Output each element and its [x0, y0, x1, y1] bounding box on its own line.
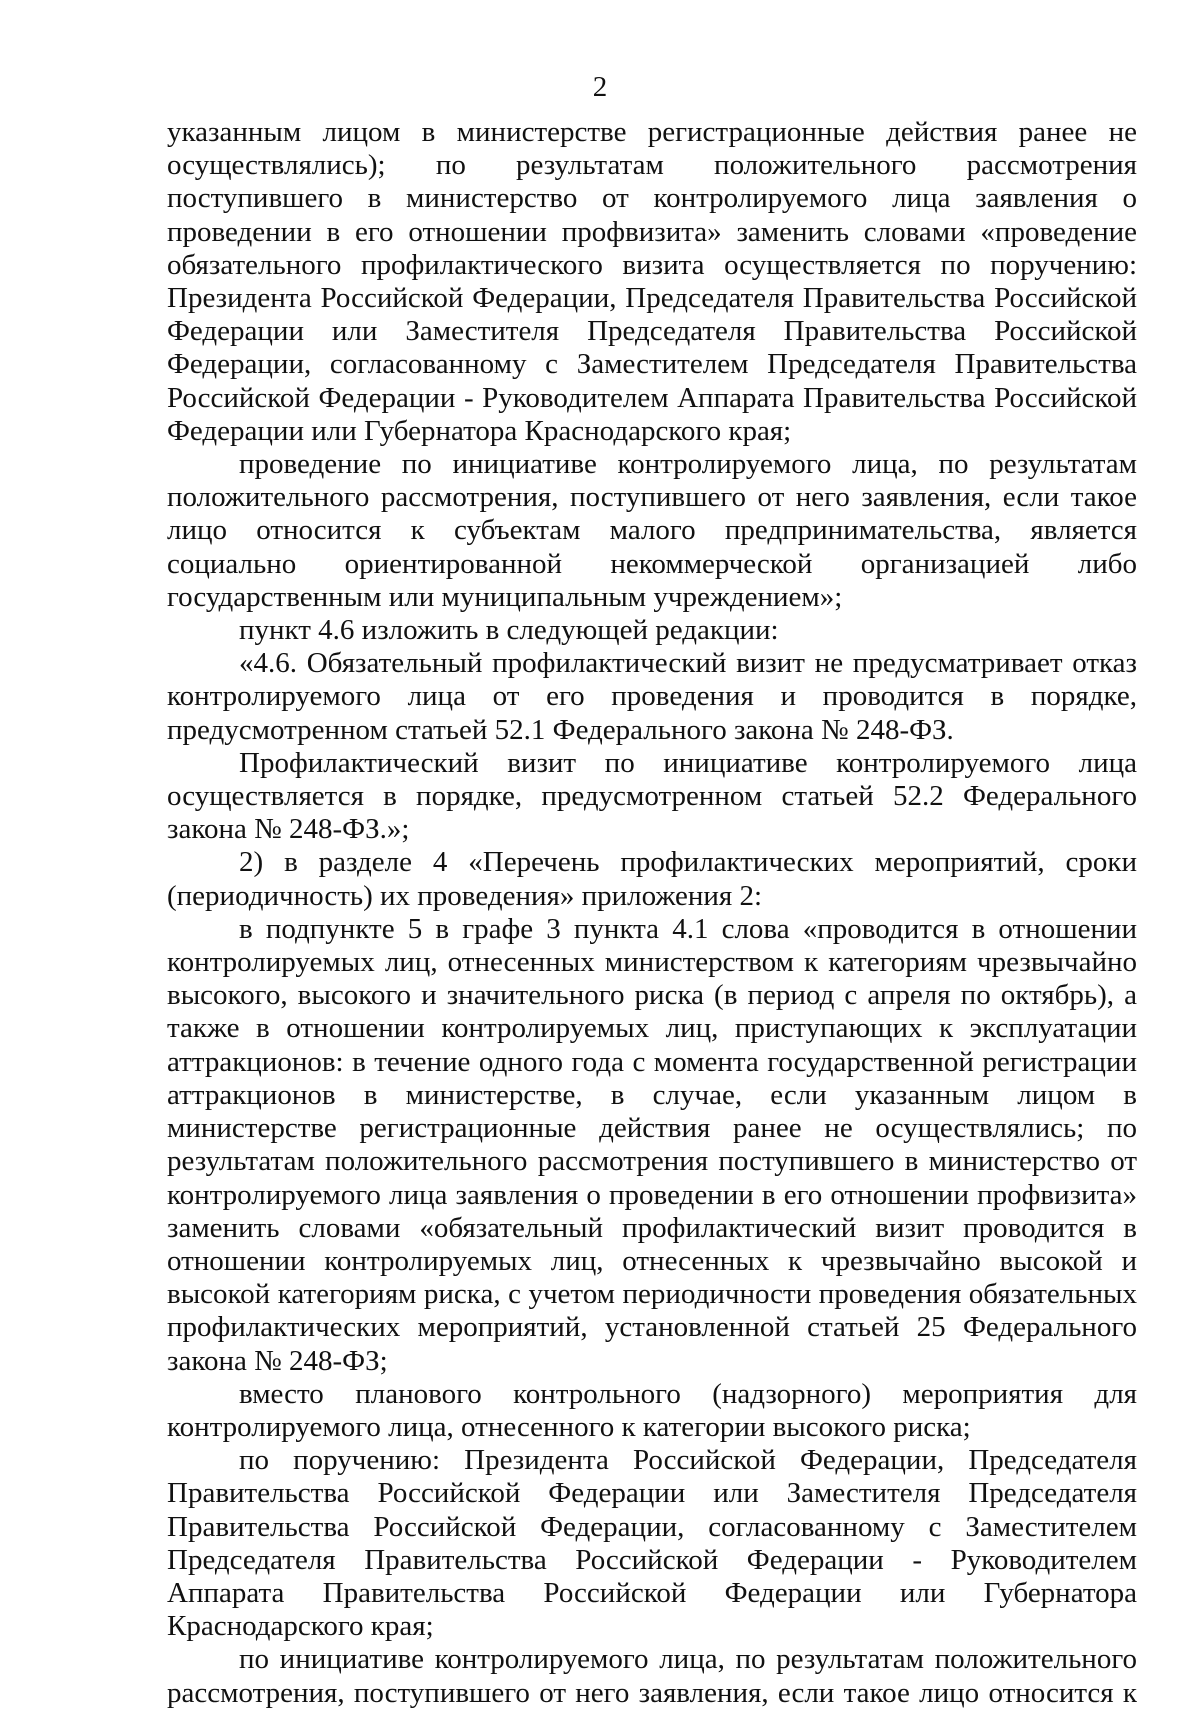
paragraph-9: по поручению: Президента Российской Федерации, Председателя Правительства Российской Федерации или Заместителя Председателя Правительства Российской Федерации, согласованному с Заместителем Председателя Правительства Российской Федерации - Руководителем Аппарата Правительства Российской Федерации или Губернатора Краснодарского края;: [167, 1444, 1137, 1643]
paragraph-6: 2) в разделе 4 «Перечень профилактических мероприятий, сроки (периодичность) их проведения» приложения 2:: [167, 846, 1137, 912]
paragraph-7: в подпункте 5 в графе 3 пункта 4.1 слова «проводится в отношении контролируемых лиц, отнесенных министерством к категориям чрезвычайно высокого, высокого и значительного риска (в период с апреля по октябрь), а также в отношении контролируемых лиц, приступающих к эксплуатации аттракционов: в течение одного года с момента государственной регистрации аттракционов в министерстве, в случае, если указанным лицом в министерстве регистрационные действия ранее не осуществлялись; по результатам положительного рассмотрения поступившего в министерство от контролируемого лица заявления о проведении в его отношении профвизита» заменить словами «обязательный профилактический визит проводится в отношении контролируемых лиц, отнесенных к чрезвычайно высокой и высокой категориям риска, с учетом периодичности проведения обязательных профилактических мероприятий, установленной статьей 25 Федерального закона № 248-ФЗ;: [167, 912, 1137, 1377]
paragraph-8: вместо планового контрольного (надзорного) мероприятия для контролируемого лица, отнесенного к категории высокого риска;: [167, 1377, 1137, 1443]
paragraph-10: по инициативе контролируемого лица, по результатам положительного рассмотрения, поступившего от него заявления, если такое лицо относится к: [167, 1643, 1137, 1709]
paragraph-1: указанным лицом в министерстве регистрационные действия ранее не осуществлялись); по результатам положительного рассмотрения поступившего в министерство от контролируемого лица заявления о проведении в его отношении профвизита» заменить словами «проведение обязательного профилактического визита осуществляется по поручению: Президента Российской Федерации, Председателя Правительства Российской Федерации или Заместителя Председателя Правительства Российской Федерации, согласованному с Заместителем Председателя Правительства Российской Федерации - Руководителем Аппарата Правительства Российской Федерации или Губернатора Краснодарского края;: [167, 116, 1137, 447]
document-body: [167, 116, 1137, 1710]
paragraph-4: «4.6. Обязательный профилактический визит не предусматривает отказ контролируемого лица от его проведения и проводится в порядке, предусмотренном статьей 52.1 Федерального закона № 248-ФЗ.: [167, 647, 1137, 746]
paragraph-2: проведение по инициативе контролируемого лица, по результатам положительного рассмотрения, поступившего от него заявления, если такое лицо относится к субъектам малого предпринимательства, является социально ориентированной некоммерческой организацией либо государственным или муниципальным учреждением»;: [167, 448, 1137, 613]
paragraph-3: пункт 4.6 изложить в следующей редакции:: [239, 614, 779, 647]
paragraph-5: Профилактический визит по инициативе контролируемого лица осуществляется в порядке, предусмотренном статьей 52.2 Федерального закона № 248-ФЗ.»;: [167, 746, 1137, 846]
page-number: 2: [592, 71, 608, 103]
